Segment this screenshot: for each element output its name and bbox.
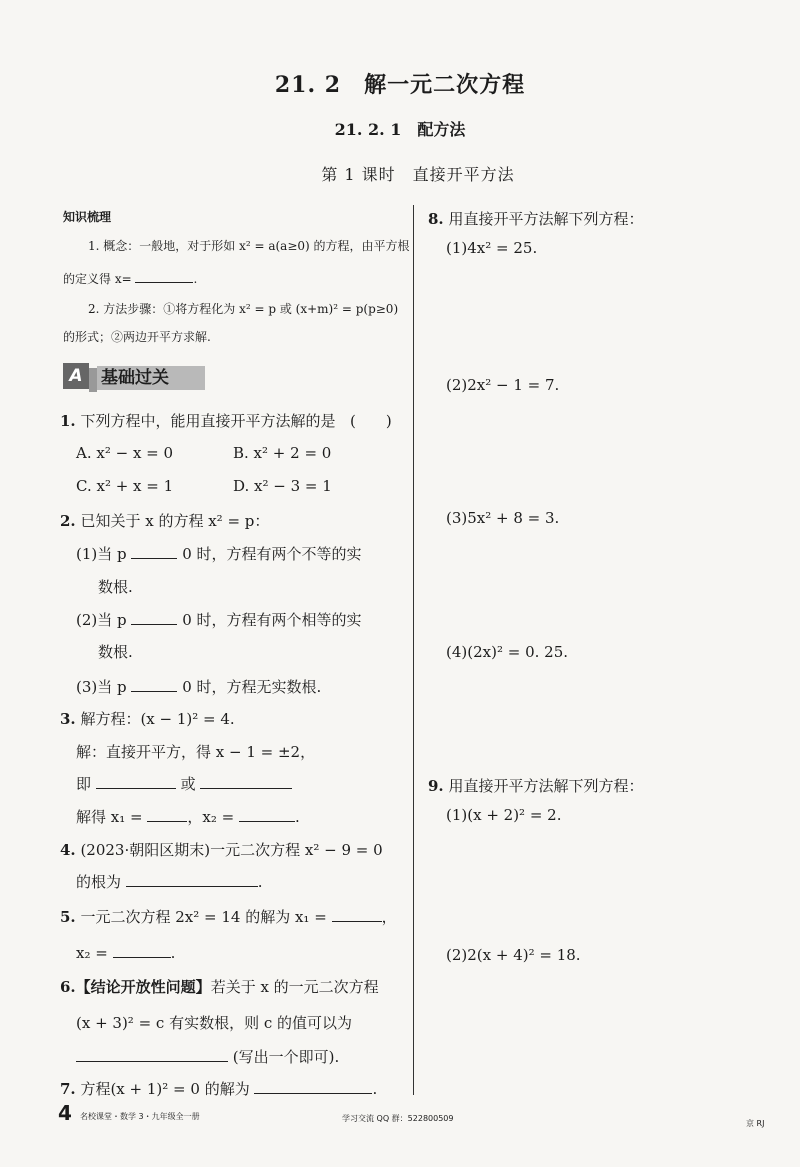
knowledge-item-2-line-1: 2. 方法步骤：①将方程化为 x² = p 或 (x+m)² = p(p≥0) bbox=[88, 302, 399, 316]
option-a[interactable]: A. x² − x = 0 bbox=[76, 444, 174, 462]
question-number: 3. bbox=[60, 710, 76, 728]
question-6-line-2: (x + 3)² = c 有实数根，则 c 的值可以为 bbox=[76, 1014, 353, 1032]
answer-blank[interactable] bbox=[200, 774, 292, 789]
question-stem: 用直接开平方法解下列方程： bbox=[448, 210, 644, 228]
answer-blank[interactable] bbox=[239, 807, 295, 822]
part-text: ， bbox=[381, 908, 397, 926]
question-9-part-1: (1)(x + 2)² = 2. bbox=[446, 806, 562, 824]
part-text: 0 时，方程无实数根. bbox=[182, 678, 322, 696]
question-8-part-2: (2)2x² − 1 = 7. bbox=[446, 376, 560, 394]
part-text: 0 时，方程有两个不等的实 bbox=[182, 545, 362, 563]
question-2 bbox=[60, 510, 269, 531]
question-2-part-1 bbox=[76, 543, 362, 564]
question-number: 2. bbox=[60, 512, 76, 530]
question-number: 7. bbox=[60, 1080, 76, 1098]
question-number: 5. bbox=[60, 908, 76, 926]
answer-blank[interactable] bbox=[113, 943, 171, 958]
question-3 bbox=[60, 708, 235, 729]
answer-blank[interactable] bbox=[131, 544, 177, 559]
question-4 bbox=[60, 839, 383, 860]
question-number: 4. bbox=[60, 841, 76, 859]
answer-blank[interactable] bbox=[76, 1047, 228, 1062]
question-9-part-2: (2)2(x + 4)² = 18. bbox=[446, 946, 581, 964]
question-7 bbox=[60, 1078, 377, 1099]
footer-book-title: 名校课堂・数学 3・九年级全一册 bbox=[80, 1112, 200, 1121]
knowledge-item-1-text: 的定义得 x= bbox=[63, 272, 132, 286]
question-3-line-1: 解：直接开平方，得 x − 1 = ±2， bbox=[76, 743, 316, 761]
part-text: x₂ = bbox=[76, 944, 108, 962]
part-text: 0 时，方程有两个相等的实 bbox=[182, 611, 362, 629]
section-banner bbox=[63, 360, 213, 392]
section-letter: A bbox=[63, 363, 89, 389]
knowledge-heading: 知识梳理 bbox=[63, 210, 112, 224]
part-text: (写出一个即可). bbox=[232, 1048, 340, 1066]
answer-blank[interactable] bbox=[332, 907, 382, 922]
question-9 bbox=[428, 775, 643, 796]
question-3-line-3 bbox=[76, 806, 300, 827]
question-number: 6. bbox=[60, 978, 76, 996]
knowledge-item-1-line-1: 1. 概念：一般地，对于形如 x² = a(a≥0) 的方程，由平方根 bbox=[88, 239, 410, 253]
question-8-part-3: (3)5x² + 8 = 3. bbox=[446, 509, 560, 527]
question-5-line-2 bbox=[76, 943, 175, 962]
question-6 bbox=[60, 976, 379, 997]
section-title: 21. 2 解一元二次方程 bbox=[274, 72, 526, 98]
part-text: (2)当 p bbox=[76, 611, 127, 629]
answer-blank[interactable] bbox=[126, 872, 258, 887]
question-number: 9. bbox=[428, 777, 444, 795]
question-8 bbox=[428, 208, 643, 229]
part-text: 或 bbox=[180, 775, 196, 793]
banner-shadow bbox=[89, 368, 97, 392]
question-1 bbox=[60, 410, 335, 431]
answer-paren[interactable]: ( ) bbox=[350, 412, 392, 430]
knowledge-item-1-line-2: 的定义得 x= . bbox=[63, 268, 197, 287]
question-stem: (2023·朝阳区期末)一元二次方程 x² − 9 = 0 bbox=[80, 841, 383, 859]
page-number: 4 bbox=[58, 1101, 72, 1125]
question-tag: 【结论开放性问题】 bbox=[75, 978, 211, 996]
answer-blank[interactable] bbox=[135, 268, 193, 283]
part-text: 解得 x₁ = bbox=[76, 808, 143, 826]
answer-blank[interactable] bbox=[131, 677, 177, 692]
question-stem: 下列方程中，能用直接开平方法解的是 bbox=[80, 412, 336, 430]
question-8-part-1: (1)4x² = 25. bbox=[446, 239, 538, 257]
question-stem: 解方程：(x − 1)² = 4. bbox=[80, 710, 235, 728]
footer-edition: 京 RJ bbox=[746, 1119, 765, 1128]
question-6-line-3 bbox=[76, 1046, 339, 1067]
question-2-part-2 bbox=[76, 609, 362, 630]
question-stem: 已知关于 x 的方程 x² = p： bbox=[80, 512, 270, 530]
answer-blank[interactable] bbox=[147, 807, 187, 822]
subsection-title: 21. 2. 1 配方法 bbox=[334, 120, 466, 139]
part-text: (1)当 p bbox=[76, 545, 127, 563]
question-3-line-2 bbox=[76, 773, 292, 794]
answer-blank[interactable] bbox=[96, 774, 176, 789]
question-number: 1. bbox=[60, 412, 76, 430]
column-divider bbox=[413, 205, 414, 1095]
part-text: . bbox=[372, 1080, 378, 1098]
question-number: 8. bbox=[428, 210, 444, 228]
knowledge-item-2-line-2: 的形式；②两边开平方求解. bbox=[63, 330, 211, 344]
section-label: 基础过关 bbox=[97, 366, 205, 390]
option-c[interactable]: C. x² + x = 1 bbox=[76, 477, 174, 495]
part-text: . bbox=[294, 808, 300, 826]
part-text: 即 bbox=[76, 775, 92, 793]
option-d[interactable]: D. x² − 3 = 1 bbox=[233, 477, 332, 495]
answer-blank[interactable] bbox=[131, 610, 177, 625]
question-stem: 若关于 x 的一元二次方程 bbox=[210, 978, 379, 996]
question-8-part-4: (4)(2x)² = 0. 25. bbox=[446, 643, 569, 661]
question-stem: 用直接开平方法解下列方程： bbox=[448, 777, 644, 795]
part-text: (3)当 p bbox=[76, 678, 127, 696]
question-2-part-2-cont: 数根. bbox=[98, 643, 133, 661]
question-stem: 一元二次方程 2x² = 14 的解为 x₁ = bbox=[80, 908, 327, 926]
footer-qq-group: 学习交流 QQ 群：522800509 bbox=[342, 1114, 454, 1123]
question-4-line-2 bbox=[76, 871, 263, 892]
option-b[interactable]: B. x² + 2 = 0 bbox=[233, 444, 332, 462]
part-text: . bbox=[170, 944, 176, 962]
question-stem: 方程(x + 1)² = 0 的解为 bbox=[80, 1080, 250, 1098]
part-text: ，x₂ = bbox=[187, 808, 235, 826]
question-2-part-1-cont: 数根. bbox=[98, 578, 133, 596]
question-2-part-3 bbox=[76, 676, 321, 697]
question-5 bbox=[60, 906, 397, 927]
part-text: . bbox=[257, 873, 263, 891]
part-text: 的根为 bbox=[76, 873, 122, 891]
lesson-title: 第 1 课时 直接开平方法 bbox=[321, 165, 515, 184]
answer-blank[interactable] bbox=[254, 1079, 372, 1094]
